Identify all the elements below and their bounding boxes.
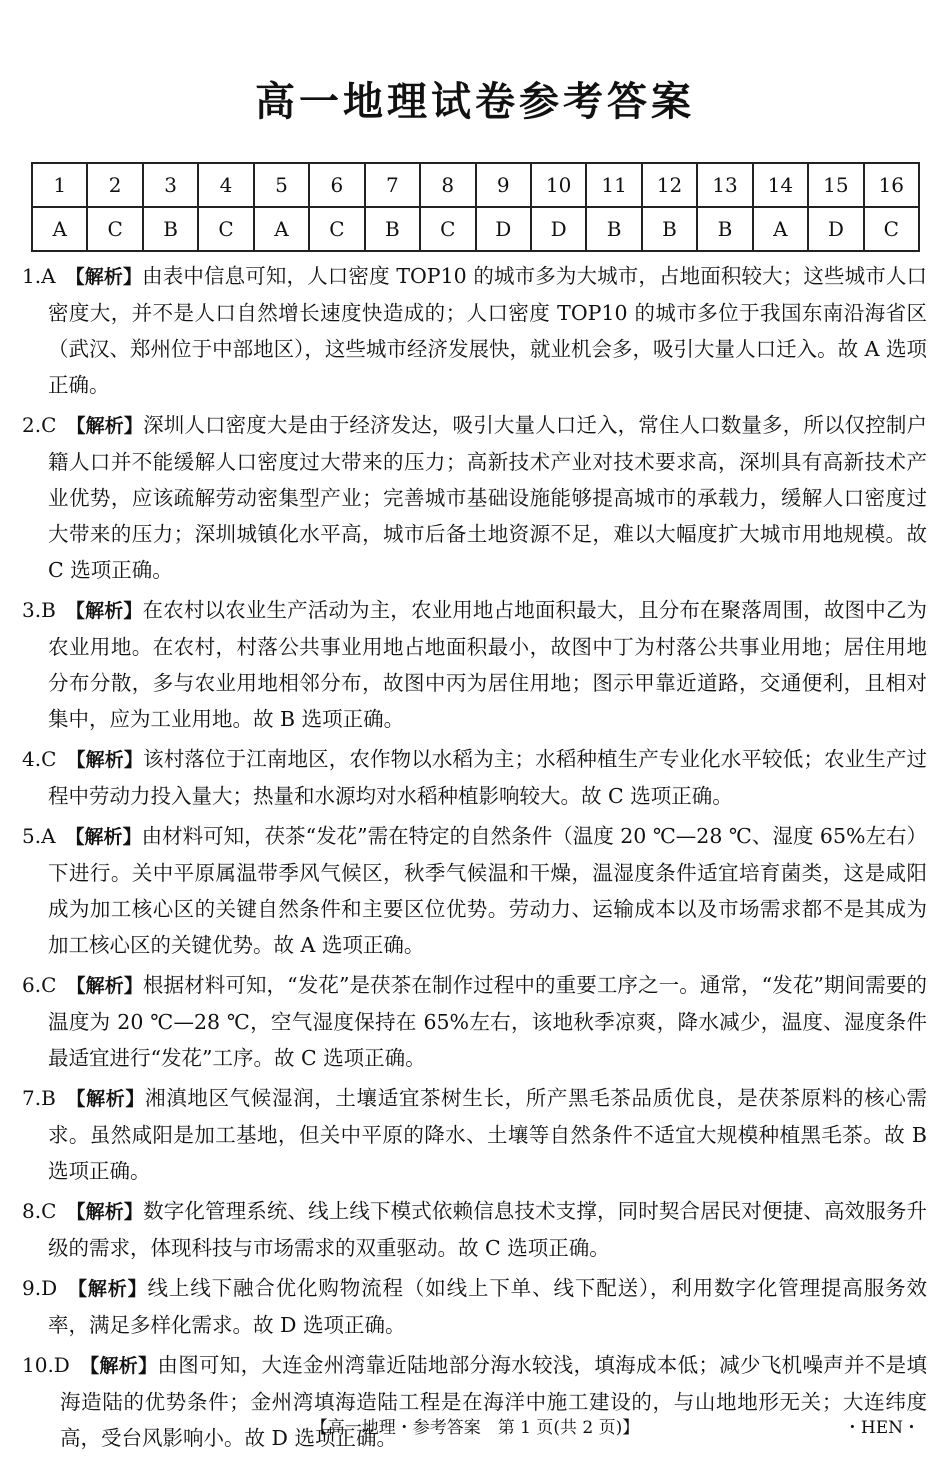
explanation-text: 湘滇地区气候湿润，土壤适宜茶树生长，所产黑毛茶品质优良，是茯茶原料的核心需求。虽然咸阳是加工基地，但关中平原的降水、土壤等自然条件不适宜大规模种植黑毛茶。故 B 选项正确。 xyxy=(48,1086,927,1183)
page-footer: 【高一地理・参考答案 第 1 页(共 2 页)】 xyxy=(310,1418,640,1438)
question-answer: 6.C xyxy=(22,973,57,997)
explanation-item xyxy=(22,741,927,814)
answer-cell: B xyxy=(365,207,420,251)
question-answer: 5.A xyxy=(22,824,56,848)
explanation-item xyxy=(22,407,927,588)
question-answer: 10.D xyxy=(22,1353,70,1377)
answer-table-answer-row xyxy=(32,207,919,251)
analysis-label: 【解析】 xyxy=(79,1355,158,1377)
question-answer: 7.B xyxy=(22,1086,56,1110)
footer-code: ・HEN・ xyxy=(843,1418,920,1438)
explanation-item xyxy=(22,592,927,737)
answer-cell: C xyxy=(87,207,142,251)
explanation-text: 该村落位于江南地区，农作物以水稻为主；水稻种植生产专业化水平较低；农业生产过程中劳动力投入量大；热量和水源均对水稻种植影响较大。故 C 选项正确。 xyxy=(48,747,927,808)
question-number-cell: 13 xyxy=(697,163,752,207)
question-answer: 2.C xyxy=(22,413,57,437)
answer-cell: D xyxy=(808,207,863,251)
question-number-cell: 16 xyxy=(864,163,919,207)
explanation-text: 由表中信息可知，人口密度 TOP10 的城市多为大城市，占地面积较大；这些城市人口密度大，并不是人口自然增长速度快造成的；人口密度 TOP10 的城市多位于我国东南沿海省区（武汉、郑州位于中部地区），这些城市经济发展快，就业机会多，吸引大量人口迁入。故 A 选项正确。 xyxy=(48,264,927,397)
analysis-label: 【解析】 xyxy=(65,600,143,622)
answer-cell: B xyxy=(642,207,697,251)
question-number-cell: 8 xyxy=(420,163,475,207)
answer-table-number-row xyxy=(32,163,919,207)
analysis-label: 【解析】 xyxy=(67,1278,148,1300)
answer-cell: C xyxy=(309,207,364,251)
answer-cell: C xyxy=(864,207,919,251)
answer-cell: B xyxy=(697,207,752,251)
explanation-text: 在农村以农业生产活动为主，农业用地占地面积最大，且分布在聚落周围，故图中乙为农业用地。在农村，村落公共事业用地占地面积最小，故图中丁为村落公共事业用地；居住用地分布分散，多与农业用地相邻分布，故图中丙为居住用地；图示甲靠近道路，交通便利，且相对集中，应为工业用地。故 B 选项正确。 xyxy=(48,598,927,731)
answer-cell: C xyxy=(198,207,253,251)
analysis-label: 【解析】 xyxy=(66,415,144,437)
analysis-label: 【解析】 xyxy=(66,1201,144,1223)
explanation-text: 线上线下融合优化购物流程（如线上下单、线下配送），利用数字化管理提高服务效率，满足多样化需求。故 D 选项正确。 xyxy=(48,1276,927,1337)
explanation-text: 由材料可知，茯茶“发花”需在特定的自然条件（温度 20 ℃—28 ℃、湿度 65%左右）下进行。关中平原属温带季风气候区，秋季气候温和干燥，温湿度条件适宜培育菌类，这是咸阳成为加工核心区的关键自然条件和主要区位优势。劳动力、运输成本以及市场需求都不是其成为加工核心区的关键优势。故 A 选项正确。 xyxy=(48,824,927,957)
question-number-cell: 15 xyxy=(808,163,863,207)
question-number-cell: 7 xyxy=(365,163,420,207)
question-number-cell: 12 xyxy=(642,163,697,207)
explanation-item xyxy=(22,258,927,403)
explanation-item xyxy=(22,967,927,1076)
question-number-cell: 3 xyxy=(143,163,198,207)
analysis-label: 【解析】 xyxy=(66,975,143,997)
explanation-item xyxy=(22,1347,927,1456)
question-number-cell: 1 xyxy=(32,163,87,207)
explanation-text: 由图可知，大连金州湾靠近陆地部分海水较浅，填海成本低；减少飞机噪声并不是填海造陆的优势条件；金州湾填海造陆工程是在海洋中施工建设的，与山地地形无关；大连纬度高，受台风影响小。故 D 选项正确。 xyxy=(60,1353,927,1450)
answer-cell: C xyxy=(420,207,475,251)
explanation-item xyxy=(22,818,927,963)
explanation-item xyxy=(22,1270,927,1343)
question-number-cell: 14 xyxy=(753,163,808,207)
answer-cell: D xyxy=(476,207,531,251)
analysis-label: 【解析】 xyxy=(65,266,143,288)
answer-cell: A xyxy=(254,207,309,251)
analysis-label: 【解析】 xyxy=(65,1088,146,1110)
question-number-cell: 2 xyxy=(87,163,142,207)
question-answer: 8.C xyxy=(22,1199,57,1223)
question-answer: 9.D xyxy=(22,1276,58,1300)
page-title: 高一地理试卷参考答案 xyxy=(255,79,695,125)
answer-table xyxy=(31,162,920,252)
answer-cell: A xyxy=(32,207,87,251)
answer-cell: B xyxy=(586,207,641,251)
question-number-cell: 5 xyxy=(254,163,309,207)
explanation-text: 根据材料可知，“发花”是茯茶在制作过程中的重要工序之一。通常，“发花”期间需要的温度为 20 ℃—28 ℃，空气湿度保持在 65%左右，该地秋季凉爽，降水减少，温度、湿度条件最适宜进行“发花”工序。故 C 选项正确。 xyxy=(48,973,927,1070)
question-number-cell: 4 xyxy=(198,163,253,207)
question-number-cell: 9 xyxy=(476,163,531,207)
answer-cell: B xyxy=(143,207,198,251)
question-answer: 3.B xyxy=(22,598,56,622)
explanation-text: 深圳人口密度大是由于经济发达，吸引大量人口迁入，常住人口数量多，所以仅控制户籍人口并不能缓解人口密度过大带来的压力；高新技术产业对技术要求高，深圳具有高新技术产业优势，应该疏解劳动密集型产业；完善城市基础设施能够提高城市的承载力，缓解人口密度过大带来的压力；深圳城镇化水平高，城市后备土地资源不足，难以大幅度扩大城市用地规模。故 C 选项正确。 xyxy=(48,413,927,582)
question-number-cell: 6 xyxy=(309,163,364,207)
explanation-item xyxy=(22,1193,927,1266)
question-number-cell: 10 xyxy=(531,163,586,207)
question-answer: 1.A xyxy=(22,264,56,288)
question-answer: 4.C xyxy=(22,747,57,771)
analysis-label: 【解析】 xyxy=(66,749,144,771)
answer-cell: A xyxy=(753,207,808,251)
question-number-cell: 11 xyxy=(586,163,641,207)
explanation-item xyxy=(22,1080,927,1189)
explanation-text: 数字化管理系统、线上线下模式依赖信息技术支撑，同时契合居民对便捷、高效服务升级的需求，体现科技与市场需求的双重驱动。故 C 选项正确。 xyxy=(48,1199,927,1260)
analysis-label: 【解析】 xyxy=(65,826,142,848)
answer-cell: D xyxy=(531,207,586,251)
explanation-list xyxy=(22,258,927,1460)
